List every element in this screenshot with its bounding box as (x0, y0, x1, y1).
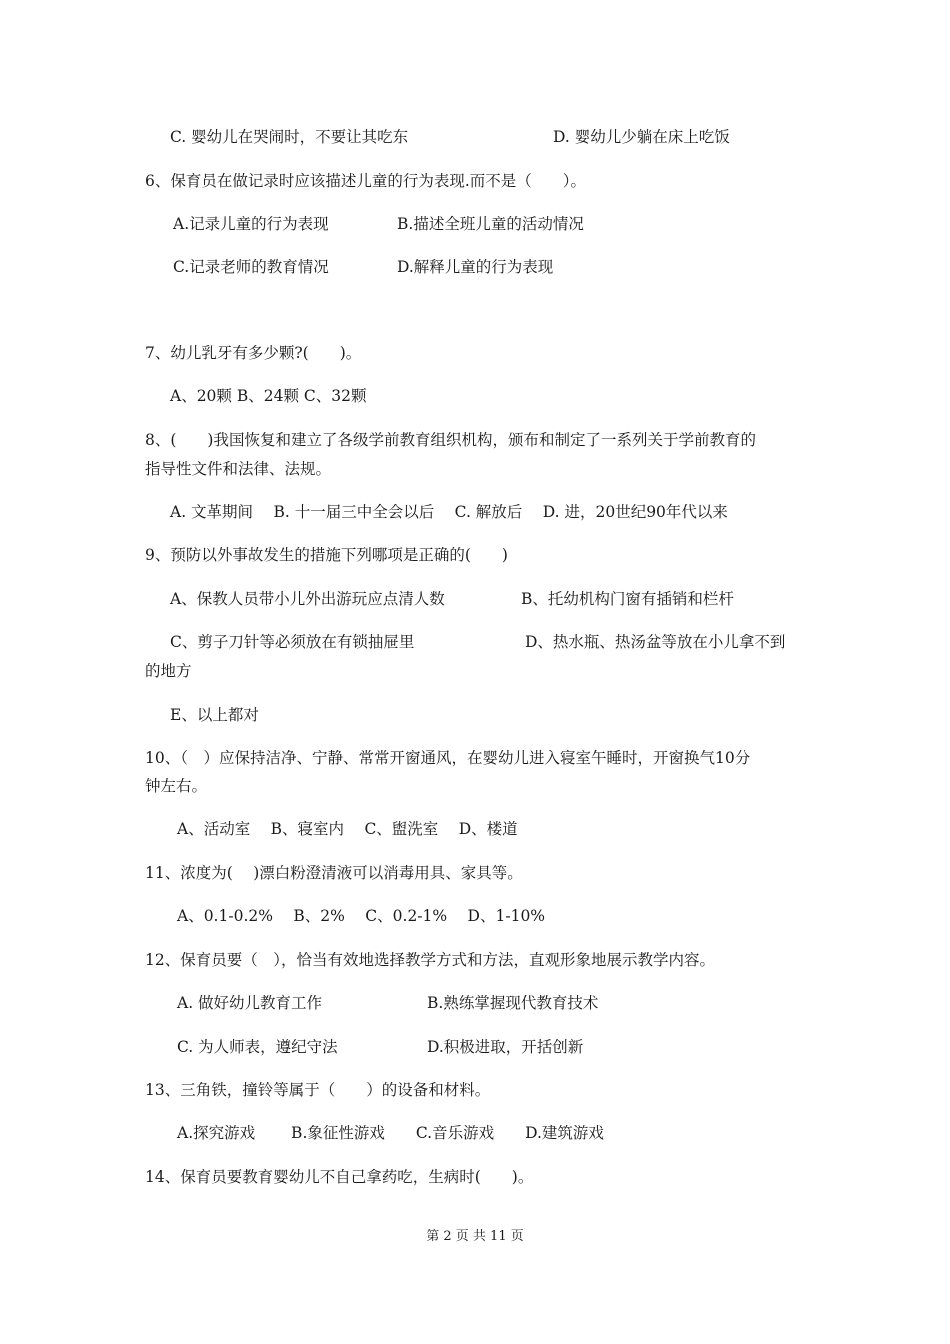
q12-option-a: A. 做好幼儿教育工作 (177, 994, 323, 1012)
q6-option-d: D.解释儿童的行为表现 (397, 258, 554, 276)
q12-option-b: B.熟练掌握现代教育技术 (427, 994, 599, 1012)
q8-options: A. 文革期间 B. 十一届三中全会以后 C. 解放后 D. 进，20世纪90年代以来 (170, 503, 728, 521)
q8-stem-line1: 8、( )我国恢复和建立了各级学前教育组织机构，颁布和制定了一系列关于学前教育的 (145, 431, 756, 449)
q6-option-c: C.记录老师的教育情况 (173, 258, 329, 276)
q7-stem: 7、幼儿乳牙有多少颗?( )。 (145, 344, 362, 362)
q11-options: A、0.1-0.2% B、2% C、0.2-1% D、1-10% (177, 907, 546, 925)
q9-stem: 9、预防以外事故发生的措施下列哪项是正确的( ) (145, 546, 508, 564)
q9-option-d: D、热水瓶、热汤盆等放在小儿拿不到 (525, 633, 786, 651)
q12-option-c: C. 为人师表，遵纪守法 (177, 1038, 338, 1056)
q6-stem: 6、保育员在做记录时应该描述儿童的行为表现.而不是（ ）。 (145, 172, 587, 190)
q7-options: A、20颗 B、24颗 C、32颗 (170, 387, 367, 405)
q12-stem: 12、保育员要（ ），恰当有效地选择教学方式和方法，直观形象地展示教学内容。 (145, 951, 715, 969)
q10-stem-line1: 10、（ ）应保持洁净、宁静、常常开窗通风，在婴幼儿进入寝室午睡时，开窗换气10分 (145, 749, 751, 767)
q10-options: A、活动室 B、寝室内 C、盥洗室 D、楼道 (177, 820, 518, 838)
page-footer: 第 2 页 共 11 页 (426, 1229, 524, 1244)
q9-option-e: E、以上都对 (170, 706, 259, 724)
q6-option-a: A.记录儿童的行为表现 (173, 215, 329, 233)
q5-option-c: C. 婴幼儿在哭闹时，不要让其吃东 (170, 128, 409, 146)
q9-option-a: A、保教人员带小儿外出游玩应点清人数 (170, 590, 445, 608)
q10-stem-line2: 钟左右。 (145, 777, 208, 795)
q9-option-c: C、剪子刀针等必须放在有锁抽屉里 (170, 633, 415, 651)
q9-option-b: B、托幼机构门窗有插销和栏杆 (521, 590, 734, 608)
q13-options: A.探究游戏 B.象征性游戏 C.音乐游戏 D.建筑游戏 (177, 1124, 604, 1142)
q9-option-d-continued: 的地方 (145, 662, 192, 680)
q13-stem: 13、三角铁，撞铃等属于（ ）的设备和材料。 (145, 1081, 491, 1099)
q12-option-d: D.积极进取，开括创新 (427, 1038, 584, 1056)
q14-stem: 14、保育员要教育婴幼儿不自己拿药吃，生病时( )。 (145, 1168, 534, 1186)
q11-stem: 11、浓度为( )漂白粉澄清液可以消毒用具、家具等。 (145, 864, 523, 882)
q8-stem-line2: 指导性文件和法律、法规。 (145, 460, 332, 478)
q5-option-d: D. 婴幼儿少躺在床上吃饭 (553, 128, 730, 146)
q6-option-b: B.描述全班儿童的活动情况 (397, 215, 584, 233)
